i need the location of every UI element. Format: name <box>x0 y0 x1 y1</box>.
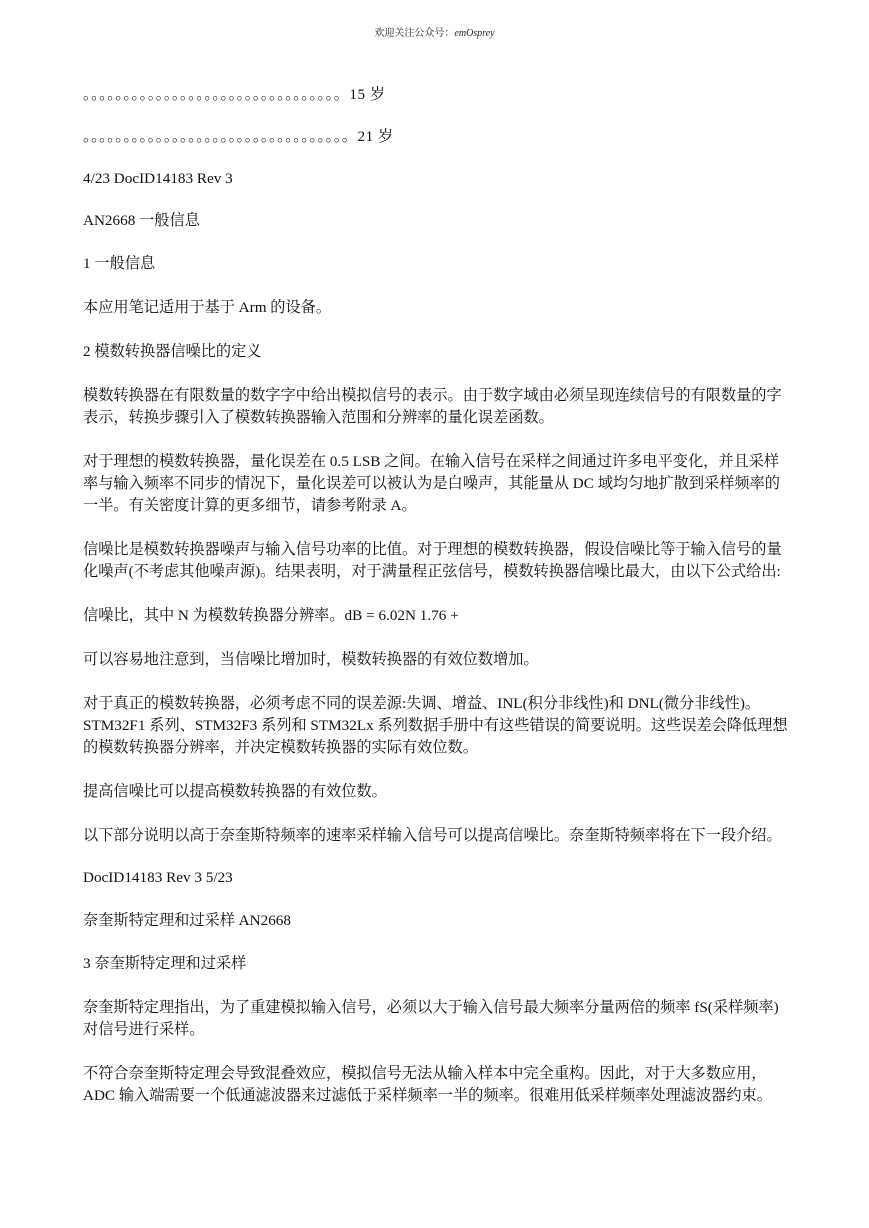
paragraph: 奈奎斯特定理指出，为了重建模拟输入信号，必须以大于输入信号最大频率分量两倍的频率 fS(采样频率)对信号进行采样。 <box>83 999 779 1038</box>
paragraph: 以下部分说明以高于奈奎斯特频率的速率采样输入信号可以提高信噪比。奈奎斯特频率将在下一段介绍。 <box>83 827 782 844</box>
paragraph: 不符合奈奎斯特定理会导致混叠效应，模拟信号无法从输入样本中完全重构。因此，对于大多数应用，ADC 输入端需要一个低通滤波器来过滤低于采样频率一半的频率。很难用低采样频率处理滤波器约束。 <box>83 1065 772 1104</box>
header-prefix: 欢迎关注公众号： <box>374 28 455 39</box>
paragraph: 提高信噪比可以提高模数转换器的有效位数。 <box>83 783 387 800</box>
page-header-text: AN2668 一般信息 <box>83 212 200 229</box>
section-heading: 1 一般信息 <box>83 255 156 272</box>
toc-line: 。。。。。。。。。。。。。。。。。。。。。。。。。。。。。。。。。21 岁 <box>83 128 394 145</box>
page-footer-text: 4/23 DocID14183 Rev 3 <box>83 170 233 187</box>
paragraph: 本应用笔记适用于基于 Arm 的设备。 <box>83 299 332 316</box>
page-footer-text: DocID14183 Rev 3 5/23 <box>83 869 233 886</box>
toc-line: 。。。。。。。。。。。。。。。。。。。。。。。。。。。。。。。。15 岁 <box>83 86 386 103</box>
paragraph: 对于理想的模数转换器，量化误差在 0.5 LSB 之间。在输入信号在采样之间通过许多电平变化，并且采样率与输入频率不同步的情况下，量化误差可以被认为是白噪声，其能量从 DC 域均匀地扩散到采样频率的一半。有关密度计算的更多细节，请参考附录 A。 <box>83 453 780 514</box>
paragraph: 模数转换器在有限数量的数字字中给出模拟信号的表示。由于数字域由必须呈现连续信号的有限数量的字表示，转换步骤引入了模数转换器输入范围和分辨率的量化误差函数。 <box>83 387 782 426</box>
paragraph: 可以容易地注意到，当信噪比增加时，模数转换器的有效位数增加。 <box>83 651 539 668</box>
page-header-text: 奈奎斯特定理和过采样 AN2668 <box>83 912 291 929</box>
paragraph: 信噪比是模数转换器噪声与输入信号功率的比值。对于理想的模数转换器，假设信噪比等于输入信号的量化噪声(不考虑其他噪声源)。结果表明，对于满量程正弦信号，模数转换器信噪比最大，由以下公式给出: <box>83 541 782 580</box>
page-header <box>0 24 869 39</box>
paragraph: 对于真正的模数转换器，必须考虑不同的误差源:失调、增益、INL(积分非线性)和 DNL(微分非线性)。STM32F1 系列、STM32F3 系列和 STM32Lx 系列数据手册中有这些错误的简要说明。这些误差会降低理想的模数转换器分辨率，并决定模数转换器的实际有效位数。 <box>83 695 788 756</box>
document-body <box>83 84 793 1107</box>
section-heading: 2 模数转换器信噪比的定义 <box>83 343 262 360</box>
section-heading: 3 奈奎斯特定理和过采样 <box>83 955 247 972</box>
header-account: emOsprey <box>454 28 495 39</box>
formula-paragraph: 信噪比，其中 N 为模数转换器分辨率。dB = 6.02N 1.76 + <box>83 607 459 624</box>
